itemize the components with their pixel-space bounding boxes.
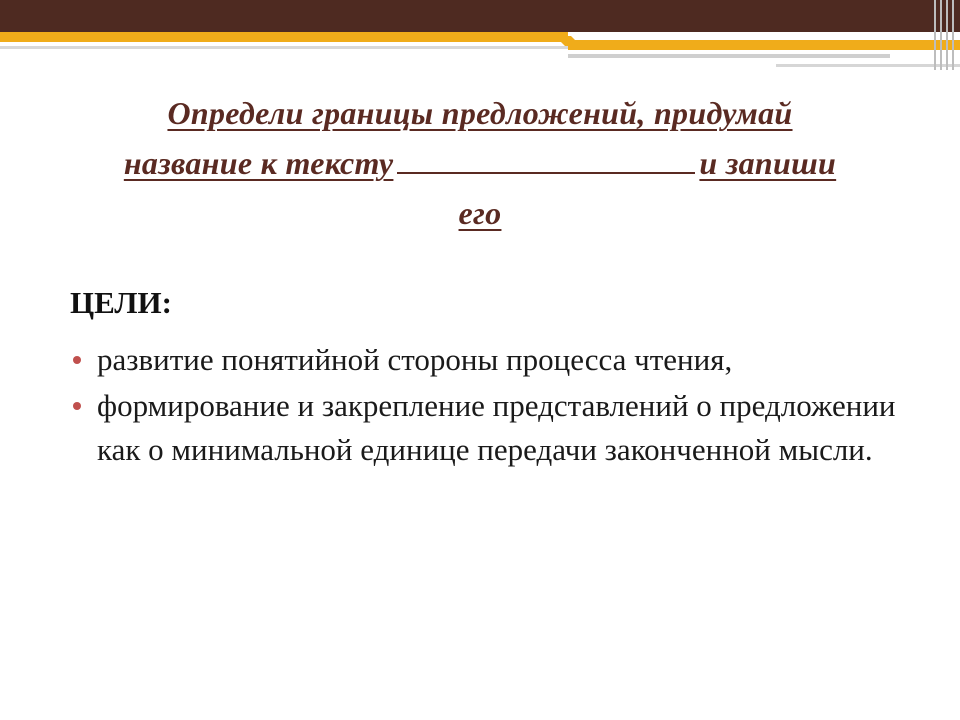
goals-list-item bbox=[70, 338, 920, 382]
header-band-gold-right bbox=[568, 40, 960, 50]
goals-heading: ЦЕЛИ: bbox=[70, 285, 172, 320]
goals-list-item bbox=[70, 384, 920, 472]
title-line-3 bbox=[60, 188, 900, 238]
bullet-dot-icon bbox=[73, 356, 81, 364]
header-band-gold-left bbox=[0, 32, 568, 42]
goals-item-text: развитие понятийной стороны процесса чтения, bbox=[97, 342, 733, 377]
title-line-2 bbox=[60, 138, 900, 188]
title-line-3-text: его bbox=[458, 195, 502, 231]
goals-list bbox=[70, 338, 920, 474]
header-corner-lines bbox=[930, 0, 960, 70]
header-band-dark bbox=[0, 0, 960, 32]
header-band-grey-right bbox=[568, 54, 890, 58]
header-band-grey-left bbox=[0, 46, 568, 49]
bullet-dot-icon bbox=[73, 402, 81, 410]
title-blank-line bbox=[397, 142, 695, 174]
slide-title bbox=[60, 88, 900, 238]
title-line-2-end: и запиши bbox=[699, 145, 837, 181]
title-line-1 bbox=[60, 88, 900, 138]
title-line-1-text: Определи границы предложений, придумай bbox=[167, 95, 793, 131]
title-line-2-start: название к тексту bbox=[123, 145, 394, 181]
goals-item-text: формирование и закрепление представлений о предложении как о минимальной единице передачи законченной мысли. bbox=[97, 388, 896, 467]
